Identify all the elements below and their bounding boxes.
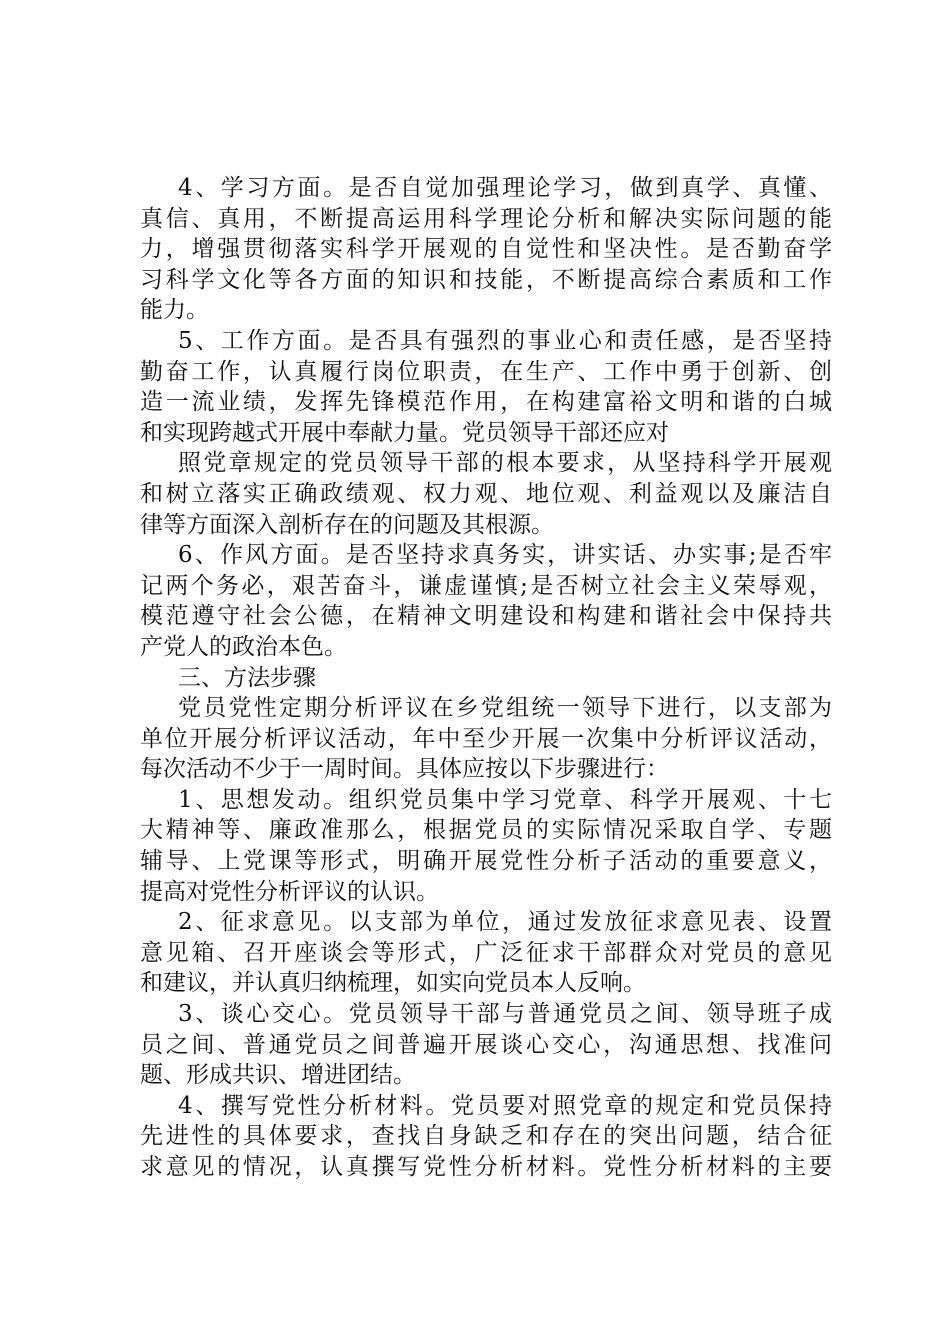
text-line: 先进性的具体要求，查找自身缺乏和存在的突出问题，结合征	[140, 1123, 832, 1150]
text-line: 求意见的情况，认真撰写党性分析材料。党性分析材料的主要	[140, 1154, 832, 1180]
text-line: 能力。	[140, 297, 209, 324]
text-line: 记两个务必，艰苦奋斗，谦虚谨慎;是否树立社会主义荣辱观，	[140, 572, 832, 599]
text-line: 党员党性定期分析评议在乡党组统一领导下进行，以支部为	[178, 695, 832, 722]
text-line: 1、思想发动。组织党员集中学习党章、科学开展观、十七	[178, 786, 832, 813]
text-line: 员之间、普通党员之间普遍开展谈心交心，沟通思想、找准问	[140, 1031, 832, 1058]
text-line: 勤奋工作，认真履行岗位职责，在生产、工作中勇于创新、创	[140, 358, 832, 385]
text-line: 意见箱、召开座谈会等形式，广泛征求干部群众对党员的意见	[140, 939, 832, 966]
text-line: 2、征求意见。以支部为单位，通过发放征求意见表、设置	[178, 909, 832, 936]
text-line: 和树立落实正确政绩观、权力观、地位观、利益观以及廉洁自	[140, 480, 832, 507]
text-line: 照党章规定的党员领导干部的根本要求，从坚持科学开展观	[178, 450, 832, 477]
text-line: 单位开展分析评议活动，年中至少开展一次集中分析评议活动，	[140, 725, 832, 752]
text-line: 力，增强贯彻落实科学开展观的自觉性和坚决性。是否勤奋学	[140, 236, 832, 263]
text-line: 模范遵守社会公德，在精神文明建设和构建和谐社会中保持共	[140, 603, 832, 630]
text-line: 辅导、上党课等形式，明确开展党性分析子活动的重要意义，	[140, 848, 832, 875]
text-line: 3、谈心交心。党员领导干部与普通党员之间、领导班子成	[178, 1001, 832, 1028]
text-line: 6、作风方面。是否坚持求真务实，讲实话、办实事;是否牢	[178, 542, 832, 569]
text-line: 4、撰写党性分析材料。党员要对照党章的规定和党员保持	[178, 1092, 832, 1119]
text-line: 5、工作方面。是否具有强烈的事业心和责任感，是否坚持	[178, 327, 832, 354]
text-line: 造一流业绩，发挥先锋模范作用，在构建富裕文明和谐的白城	[140, 389, 832, 416]
document-body	[140, 173, 832, 1183]
text-line: 题、形成共识、增进团结。	[140, 1062, 416, 1089]
text-line: 习科学文化等各方面的知识和技能，不断提高综合素质和工作	[140, 266, 832, 293]
text-line: 每次活动不少于一周时间。具体应按以下步骤进行：	[140, 756, 669, 783]
text-line: 和实现跨越式开展中奉献力量。党员领导干部还应对	[140, 419, 669, 446]
text-line: 产党人的政治本色。	[140, 633, 347, 660]
text-line: 和建议，并认真归纳梳理，如实向党员本人反响。	[140, 970, 646, 997]
text-line: 大精神等、廉政准那么，根据党员的实际情况采取自学、专题	[140, 817, 832, 844]
text-line: 提高对党性分析评议的认识。	[140, 878, 439, 905]
text-line: 三、方法步骤	[178, 664, 316, 691]
text-line: 真信、真用，不断提高运用科学理论分析和解决实际问题的能	[140, 205, 832, 232]
text-line: 律等方面深入剖析存在的问题及其根源。	[140, 511, 554, 538]
text-line: 4、学习方面。是否自觉加强理论学习，做到真学、真懂、	[178, 175, 832, 201]
